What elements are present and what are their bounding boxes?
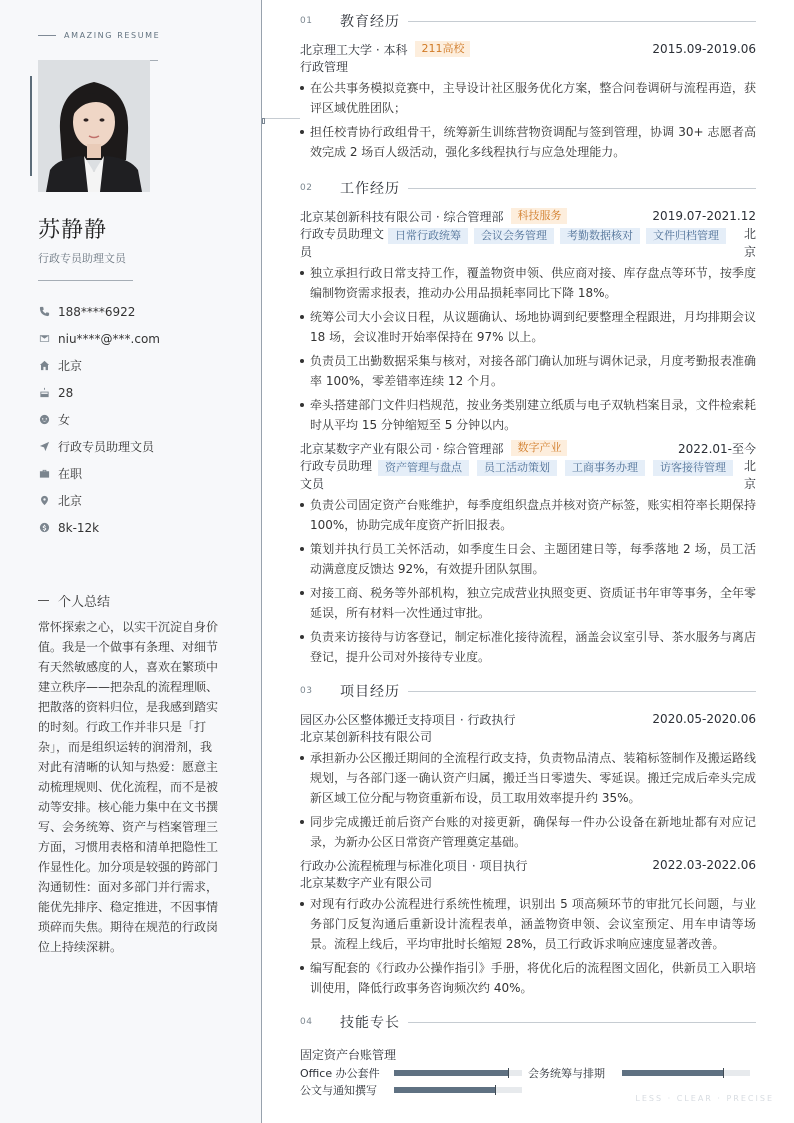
summary-dash <box>38 600 49 601</box>
skill-bar-cap <box>508 1068 509 1078</box>
info-phone <box>38 298 160 325</box>
company-name: 北京某数字产业有限公司 · 综合管理部 <box>300 441 504 456</box>
industry-tag: 数字产业 <box>511 440 567 456</box>
skill-bar <box>394 1087 522 1093</box>
job-chips <box>378 460 744 476</box>
industry-tag: 科技服务 <box>511 208 567 224</box>
job-role-line <box>300 457 756 493</box>
phone-value: 188****6922 <box>58 304 136 319</box>
avatar-photo <box>38 60 150 192</box>
list-item: 牵头搭建部门文件归档规范，按业务类别建立纸质与电子双轨档案目录，文件检索耗时从平均 15 分钟缩短至 5 分钟以内。 <box>300 395 756 435</box>
list-item: 编写配套的《行政办公操作指引》手册，将优化后的流程图文固化，供新员工入职培训使用，降低行政事务咨询频次约 40%。 <box>300 958 756 998</box>
brand-text: AMAZING RESUME <box>64 31 161 40</box>
skill-item <box>528 1065 756 1080</box>
job-date: 2019.07-2021.12 <box>652 209 756 223</box>
project-date: 2022.03-2022.06 <box>652 858 756 872</box>
salary-icon <box>38 522 50 534</box>
section-number: 04 <box>300 1017 313 1027</box>
status-value: 在职 <box>58 467 83 481</box>
brand <box>38 31 160 40</box>
target-role-value: 行政专员助理文员 <box>58 440 155 454</box>
summary-heading <box>38 591 110 610</box>
phone-icon <box>38 306 50 318</box>
skill-label: Office 办公套件 <box>300 1066 380 1080</box>
job-header <box>300 439 756 457</box>
skill-item <box>300 1065 528 1080</box>
info-location <box>38 487 160 514</box>
job-role: 行政专员助理文员 <box>300 227 385 259</box>
company-name: 北京某创新科技有限公司 · 综合管理部 <box>300 209 504 224</box>
project-1 <box>300 710 756 852</box>
info-gender <box>38 406 160 433</box>
school-tag: 211高校 <box>415 41 470 57</box>
skill-grid <box>300 1065 756 1097</box>
job-location: 北京 <box>744 227 757 259</box>
list-item: 对现有行政办公流程进行系统性梳理，识别出 5 项高频环节的审批冗长问题，与业务部门反复沟通后重新设计流程表单，涵盖物资申领、会议室预定、用车申请等场景。流程上线后，平均审批时长缩短 28%，员工行政诉求响应速度显著改善。 <box>300 894 756 954</box>
work-section <box>300 178 756 671</box>
portrait-image <box>38 60 150 192</box>
gender-value: 女 <box>58 413 71 427</box>
section-title: 技能专长 <box>340 1015 400 1031</box>
skill-chip: 文件归档管理 <box>646 228 726 244</box>
location-icon <box>38 495 50 507</box>
education-date: 2015.09-2019.06 <box>652 42 756 56</box>
skill-headline: 固定资产台账管理 <box>300 1048 397 1062</box>
skill-bar-fill <box>394 1087 496 1093</box>
section-number: 03 <box>300 686 313 696</box>
summary-title: 个人总结 <box>58 595 111 610</box>
section-number: 01 <box>300 16 313 26</box>
job-role: 行政专员助理文员 <box>300 459 373 491</box>
skill-chip: 访客接待管理 <box>653 460 733 476</box>
skill-chip: 资产管理与盘点 <box>378 460 469 476</box>
list-item: 负责员工出勤数据采集与核对，对接各部门确认加班与调休记录，月度考勤报表准确率 100%，零差错率连续 12 个月。 <box>300 351 756 391</box>
job-date: 2022.01-至今 <box>678 441 756 456</box>
project-bullets <box>300 748 756 852</box>
section-header <box>300 11 756 31</box>
photo-top-line <box>150 60 158 61</box>
section-header <box>300 178 756 198</box>
skills-section <box>300 1012 756 1097</box>
connector-tick <box>262 118 265 124</box>
cake-icon <box>38 387 50 399</box>
project-date: 2020.05-2020.06 <box>652 712 756 726</box>
send-icon <box>38 441 50 453</box>
project-bullets <box>300 894 756 998</box>
skill-label: 公文与通知撰写 <box>300 1083 377 1097</box>
education-section <box>300 11 756 166</box>
photo-accent-line <box>30 76 32 176</box>
info-home <box>38 352 160 379</box>
brand-dash <box>38 35 56 36</box>
job-role-line <box>300 225 756 261</box>
skill-chip: 日常行政统筹 <box>388 228 468 244</box>
skill-bar <box>394 1070 522 1076</box>
list-item: 负责来访接待与访客登记，制定标准化接待流程，涵盖会议室引导、茶水服务与离店登记，提升公司对外接待专业度。 <box>300 627 756 667</box>
list-item: 担任校青协行政组骨干，统筹新生训练营物资调配与签到管理，协调 30+ 志愿者高效完成 2 场百人级活动，强化多线程执行与应急处理能力。 <box>300 122 756 162</box>
home-icon <box>38 360 50 372</box>
sidebar <box>0 0 262 1123</box>
list-item: 策划并执行员工关怀活动，如季度生日会、主题团建日等，每季落地 2 场，员工活动满意度反馈达 92%，有效提升团队氛围。 <box>300 539 756 579</box>
info-status <box>38 460 160 487</box>
job-header <box>300 207 756 225</box>
project-header <box>300 856 756 874</box>
smile-icon <box>38 414 50 426</box>
section-title: 工作经历 <box>340 181 400 197</box>
info-salary <box>38 514 160 541</box>
school-name: 北京理工大学 · 本科 <box>300 42 408 57</box>
skill-bar-fill <box>394 1070 509 1076</box>
info-email <box>38 325 160 352</box>
skill-bar-cap <box>723 1068 724 1078</box>
skill-bar <box>622 1070 750 1076</box>
section-title: 项目经历 <box>340 684 400 700</box>
list-item: 对接工商、税务等外部机构，独立完成营业执照变更、资质证书年审等事务，全年零延误，所有材料一次性通过审批。 <box>300 583 756 623</box>
section-rule <box>408 691 756 692</box>
job-left <box>300 208 567 225</box>
section-rule <box>408 21 756 22</box>
connector-line <box>262 118 300 119</box>
projects-section <box>300 681 756 1002</box>
briefcase-icon <box>38 468 50 480</box>
list-item: 统筹公司大小会议日程，从议题确认、场地协调到纪要整理全程跟进，月均排期会议 18 场，会议准时开始率保持在 97% 以上。 <box>300 307 756 347</box>
education-bullets <box>300 78 756 162</box>
email-value: niu****@***.com <box>58 331 160 346</box>
job-chips <box>388 228 744 244</box>
list-item: 负责公司固定资产台账维护，每季度组织盘点并核对资产标签，账实相符率长期保持 100%，协助完成年度资产折旧报表。 <box>300 495 756 535</box>
skill-bar-cap <box>495 1085 496 1095</box>
project-company: 北京某数字产业有限公司 <box>300 876 433 890</box>
section-rule <box>408 1022 756 1023</box>
skill-bar-fill <box>622 1070 724 1076</box>
watermark: LESS · CLEAR · PRECISE <box>635 1094 774 1103</box>
major: 行政管理 <box>300 60 349 74</box>
project-header <box>300 710 756 728</box>
info-target-role <box>38 433 160 460</box>
candidate-name: 苏静静 <box>38 218 108 243</box>
home-value: 北京 <box>58 359 83 373</box>
education-left <box>300 41 470 58</box>
section-rule <box>408 188 756 189</box>
age-value: 28 <box>58 385 74 400</box>
candidate-title: 行政专员助理文员 <box>38 252 126 265</box>
project-2 <box>300 856 756 998</box>
location-value: 北京 <box>58 494 83 508</box>
list-item: 在公共事务模拟竞赛中，主导设计社区服务优化方案，整合问卷调研与流程再造，获评区域优胜团队； <box>300 78 756 118</box>
skill-chip: 员工活动策划 <box>477 460 557 476</box>
list-item: 同步完成搬迁前后资产台账的对接更新，确保每一件办公设备在新地址都有对应记录，为新办公区日常资产管理奠定基础。 <box>300 812 756 852</box>
skill-label: 会务统筹与排期 <box>528 1066 605 1080</box>
summary-text: 常怀探索之心，以实干沉淀自身价值。我是一个做事有条理、对细节有天然敏感度的人，喜欢在繁琐中建立秩序——把杂乱的流程理顺、把散落的资料归位，是我感到踏实的时刻。行政工作并非只是「打杂」，而是组织运转的润滑剂，我对此有清晰的认知与热爱：愿意主动梳理规则、优化流程，而不是被动等安排。核心能力集中在文书撰写、会务统筹、资产与档案管理三方面，习惯用表格和清单把隐性工作显性化。加分项是较强的跨部门沟通韧性：面对多部门并行需求，能优先排序、稳定推进，不因事情琐碎而失焦。期待在规范的行政岗位上持续深耕。 <box>38 620 219 954</box>
list-item: 独立承担行政日常支持工作，覆盖物资申领、供应商对接、库存盘点等环节，按季度编制物资需求报表，推动办公用品损耗率同比下降 18%。 <box>300 263 756 303</box>
project-name: 园区办公区整体搬迁支持项目 · 行政执行 <box>300 712 516 727</box>
section-header <box>300 1012 756 1032</box>
skill-chip: 考勤数据核对 <box>560 228 640 244</box>
section-header <box>300 681 756 701</box>
education-row <box>300 40 756 58</box>
job-bullets <box>300 495 756 667</box>
list-item: 承担新办公区搬迁期间的全流程行政支持，负责物品清点、装箱标签制作及搬运路线规划，与各部门逐一确认资产归属，搬迁当日零遗失、零延误。搬迁完成后牵头完成新区域工位分配与物资重新布设，员工取用效率提升约 35%。 <box>300 748 756 808</box>
section-title: 教育经历 <box>340 14 400 30</box>
job-location: 北京 <box>744 459 757 491</box>
section-number: 02 <box>300 183 313 193</box>
skill-chip: 工商事务办理 <box>565 460 645 476</box>
job-2 <box>300 439 756 667</box>
job-1 <box>300 207 756 435</box>
mail-icon <box>38 333 50 345</box>
project-company: 北京某创新科技有限公司 <box>300 730 433 744</box>
name-divider <box>38 280 133 281</box>
avatar <box>38 60 150 192</box>
job-bullets <box>300 263 756 435</box>
job-left <box>300 440 567 457</box>
info-age <box>38 379 160 406</box>
salary-value: 8k-12k <box>58 520 100 535</box>
skill-chip: 会议会务管理 <box>474 228 554 244</box>
project-name: 行政办公流程梳理与标准化项目 · 项目执行 <box>300 858 528 873</box>
skill-item <box>300 1082 528 1097</box>
contact-info-list <box>38 298 160 541</box>
